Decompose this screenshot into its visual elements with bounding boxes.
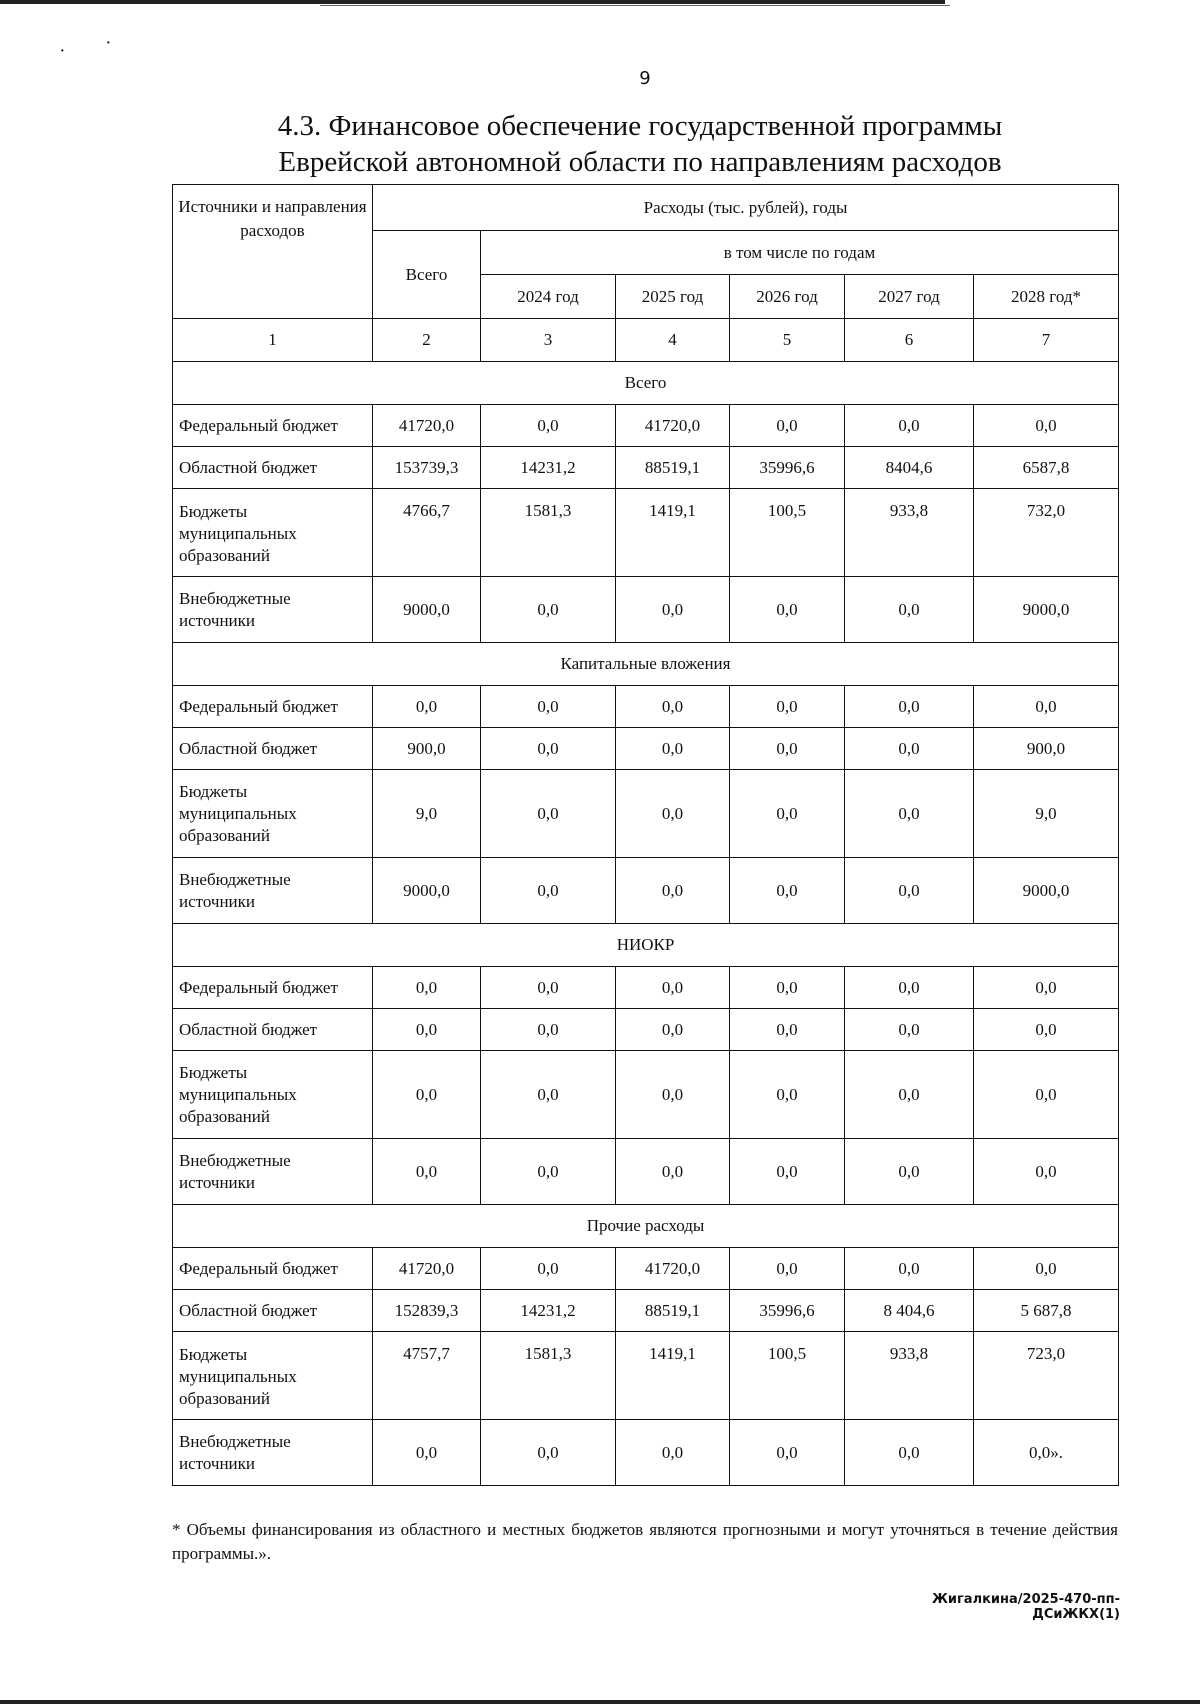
table-cell: 0,0 (481, 1248, 616, 1290)
table-row (173, 967, 1119, 1009)
row-label: Бюджеты муниципальных образований (173, 770, 373, 858)
table-cell: 0,0 (616, 1051, 730, 1139)
header-year: 2026 год (730, 275, 845, 319)
table-cell: 0,0 (974, 1051, 1119, 1139)
table-row (173, 1248, 1119, 1290)
table-cell: 1419,1 (616, 489, 730, 577)
title-line-1: 4.3. Финансовое обеспечение государственной программы (277, 110, 1003, 142)
table-cell: 35996,6 (730, 447, 845, 489)
table-row (173, 447, 1119, 489)
table-cell: 152839,3 (373, 1290, 481, 1332)
scan-speck: · (106, 36, 111, 51)
table-cell: 0,0 (481, 858, 616, 924)
table-row (173, 686, 1119, 728)
table-header (173, 185, 1119, 362)
column-number: 6 (845, 319, 974, 362)
table-cell: 0,0 (616, 1009, 730, 1051)
table-cell: 0,0 (730, 686, 845, 728)
header-year: 2024 год (481, 275, 616, 319)
table-cell: 0,0 (616, 728, 730, 770)
scan-border-bottom (0, 1700, 1200, 1704)
table-cell: 0,0 (481, 1420, 616, 1486)
table-cell: 0,0 (730, 1009, 845, 1051)
table-cell: 0,0 (730, 858, 845, 924)
table-cell: 5 687,8 (974, 1290, 1119, 1332)
row-label: Внебюджетные источники (173, 1420, 373, 1486)
column-number: 3 (481, 319, 616, 362)
table-row (173, 1009, 1119, 1051)
row-label: Внебюджетные источники (173, 577, 373, 643)
table-cell: 0,0 (730, 1420, 845, 1486)
table-row (173, 1420, 1119, 1486)
table-cell: 0,0 (616, 1139, 730, 1205)
header-by-years: в том числе по годам (481, 231, 1119, 275)
table-cell: 0,0 (616, 686, 730, 728)
row-label: Областной бюджет (173, 447, 373, 489)
header-year: 2027 год (845, 275, 974, 319)
table-cell: 0,0 (481, 405, 616, 447)
table-cell: 0,0 (974, 1248, 1119, 1290)
header-year: 2025 год (616, 275, 730, 319)
table-cell: 0,0 (481, 1139, 616, 1205)
table-cell: 0,0 (616, 1420, 730, 1486)
scan-speck: · (60, 44, 65, 59)
table-cell: 0,0 (845, 577, 974, 643)
table-cell: 88519,1 (616, 447, 730, 489)
table-cell: 9000,0 (974, 858, 1119, 924)
header-total: Всего (373, 231, 481, 319)
table-cell: 0,0 (845, 858, 974, 924)
table-cell: 900,0 (373, 728, 481, 770)
table-cell: 88519,1 (616, 1290, 730, 1332)
footnote: * Объемы финансирования из областного и местных бюджетов являются прогнозными и могут уточняться в течение действия программы.». (172, 1520, 1118, 1563)
table-cell: 1581,3 (481, 1332, 616, 1420)
section-row (173, 1205, 1119, 1248)
table-cell: 723,0 (974, 1332, 1119, 1420)
table-row (173, 728, 1119, 770)
table-cell: 0,0 (845, 1051, 974, 1139)
section-title: НИОКР (173, 924, 1119, 967)
table-row (173, 1290, 1119, 1332)
section-title: Прочие расходы (173, 1205, 1119, 1248)
table-cell: 0,0 (373, 967, 481, 1009)
table-cell: 0,0 (845, 728, 974, 770)
table-cell: 9,0 (373, 770, 481, 858)
section-row (173, 362, 1119, 405)
page-number: 9 (639, 68, 651, 89)
row-label: Областной бюджет (173, 728, 373, 770)
table-cell: 0,0 (730, 577, 845, 643)
table-cell: 0,0 (481, 686, 616, 728)
column-number: 7 (974, 319, 1119, 362)
table-cell: 0,0 (616, 770, 730, 858)
table-cell: 0,0 (616, 858, 730, 924)
financing-table (172, 184, 1119, 1486)
table-cell: 0,0 (373, 1139, 481, 1205)
table-cell: 0,0 (974, 1009, 1119, 1051)
table-cell: 9000,0 (373, 858, 481, 924)
table-cell: 100,5 (730, 1332, 845, 1420)
table-row (173, 405, 1119, 447)
table-cell: 0,0 (481, 1051, 616, 1139)
column-number: 5 (730, 319, 845, 362)
table-cell: 0,0 (616, 577, 730, 643)
table-cell: 0,0 (845, 1009, 974, 1051)
table-cell: 153739,3 (373, 447, 481, 489)
section-title: Капитальные вложения (173, 643, 1119, 686)
table-row (173, 1051, 1119, 1139)
row-label: Внебюджетные источники (173, 1139, 373, 1205)
table-cell: 1419,1 (616, 1332, 730, 1420)
table-cell: 14231,2 (481, 1290, 616, 1332)
table-cell: 8404,6 (845, 447, 974, 489)
table-cell: 0,0 (481, 770, 616, 858)
table-body (173, 362, 1119, 1486)
row-label: Областной бюджет (173, 1009, 373, 1051)
table-cell: 41720,0 (373, 1248, 481, 1290)
section-row (173, 643, 1119, 686)
table-cell: 0,0 (974, 405, 1119, 447)
table-row (173, 489, 1119, 577)
table-cell: 900,0 (974, 728, 1119, 770)
title-line-2: Еврейской автономной области по направлениям расходов (278, 146, 1002, 178)
table-cell: 732,0 (974, 489, 1119, 577)
header-sources: Источники и направления расходов (173, 185, 373, 319)
table-cell: 0,0 (845, 405, 974, 447)
table-row (173, 858, 1119, 924)
table-cell: 0,0 (373, 1051, 481, 1139)
table-cell: 41720,0 (616, 1248, 730, 1290)
row-label: Областной бюджет (173, 1290, 373, 1332)
table-cell: 9000,0 (373, 577, 481, 643)
header-expenses: Расходы (тыс. рублей), годы (373, 185, 1119, 231)
row-label: Федеральный бюджет (173, 967, 373, 1009)
document-signature: Жигалкина/2025-470-пп-ДСиЖКХ(1) (931, 1592, 1120, 1622)
table-cell: 4766,7 (373, 489, 481, 577)
table-cell: 100,5 (730, 489, 845, 577)
table-cell: 0,0 (974, 967, 1119, 1009)
table-row (173, 577, 1119, 643)
table-row (173, 1332, 1119, 1420)
table-cell: 0,0 (373, 1420, 481, 1486)
row-label: Внебюджетные источники (173, 858, 373, 924)
table-cell: 0,0 (845, 770, 974, 858)
table-cell: 0,0 (481, 577, 616, 643)
row-label: Бюджеты муниципальных образований (173, 1332, 373, 1420)
table-cell: 0,0». (974, 1420, 1119, 1486)
table-cell: 0,0 (845, 686, 974, 728)
table-cell: 35996,6 (730, 1290, 845, 1332)
table-row (173, 770, 1119, 858)
table-cell: 41720,0 (616, 405, 730, 447)
section-title: Всего (173, 362, 1119, 405)
row-label: Бюджеты муниципальных образований (173, 1051, 373, 1139)
table-cell: 8 404,6 (845, 1290, 974, 1332)
table-cell: 1581,3 (481, 489, 616, 577)
header-year: 2028 год* (974, 275, 1119, 319)
section-row (173, 924, 1119, 967)
table-cell: 0,0 (730, 1139, 845, 1205)
table-cell: 933,8 (845, 489, 974, 577)
table-cell: 0,0 (730, 770, 845, 858)
table-cell: 0,0 (730, 728, 845, 770)
table-cell: 0,0 (845, 1139, 974, 1205)
column-number: 4 (616, 319, 730, 362)
column-number: 2 (373, 319, 481, 362)
table-cell: 9,0 (974, 770, 1119, 858)
table-cell: 0,0 (481, 728, 616, 770)
table-cell: 9000,0 (974, 577, 1119, 643)
table-cell: 0,0 (373, 1009, 481, 1051)
table-cell: 0,0 (616, 967, 730, 1009)
table-cell: 0,0 (481, 967, 616, 1009)
table-row (173, 1139, 1119, 1205)
row-label: Федеральный бюджет (173, 405, 373, 447)
table-cell: 0,0 (974, 686, 1119, 728)
row-label: Бюджеты муниципальных образований (173, 489, 373, 577)
table-cell: 4757,7 (373, 1332, 481, 1420)
table-cell: 0,0 (481, 1009, 616, 1051)
row-label: Федеральный бюджет (173, 686, 373, 728)
row-label: Федеральный бюджет (173, 1248, 373, 1290)
table-cell: 0,0 (845, 1248, 974, 1290)
table-cell: 6587,8 (974, 447, 1119, 489)
table-cell: 0,0 (730, 1248, 845, 1290)
table-cell: 0,0 (845, 1420, 974, 1486)
document-title (160, 108, 1120, 180)
table-cell: 933,8 (845, 1332, 974, 1420)
scan-border-top (0, 0, 945, 4)
column-number: 1 (173, 319, 373, 362)
table-cell: 14231,2 (481, 447, 616, 489)
table-cell: 0,0 (373, 686, 481, 728)
table-cell: 0,0 (730, 967, 845, 1009)
table-cell: 0,0 (730, 1051, 845, 1139)
scan-border-top-thin (320, 5, 950, 6)
table-cell: 0,0 (730, 405, 845, 447)
table-cell: 0,0 (974, 1139, 1119, 1205)
table-cell: 0,0 (845, 967, 974, 1009)
table-cell: 41720,0 (373, 405, 481, 447)
